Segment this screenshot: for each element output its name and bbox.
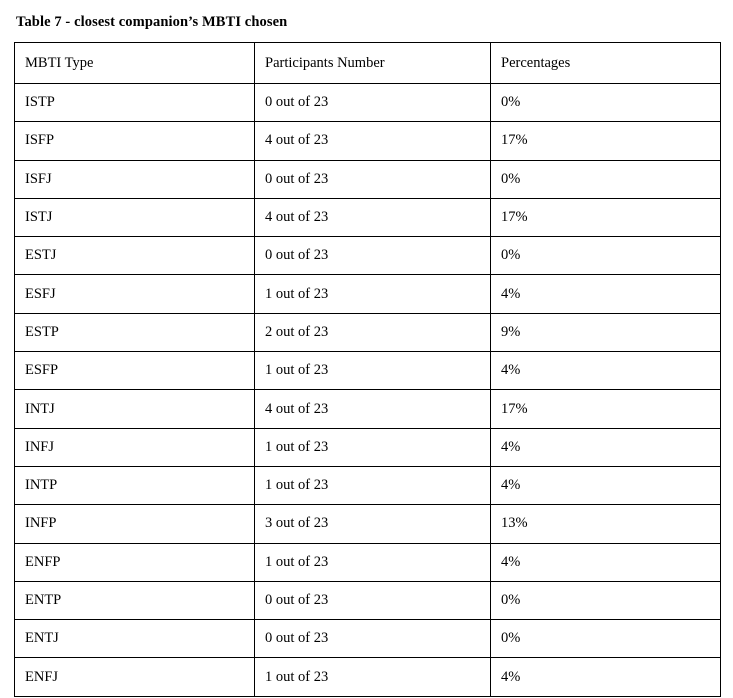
cell-participants-number: 4 out of 23 bbox=[255, 390, 491, 428]
cell-percentage: 4% bbox=[491, 543, 721, 581]
table-header-row bbox=[15, 43, 721, 84]
mbti-table bbox=[14, 42, 721, 697]
cell-mbti-type: ESTP bbox=[15, 313, 255, 351]
table-row bbox=[15, 275, 721, 313]
table-body bbox=[15, 84, 721, 697]
cell-mbti-type: INFP bbox=[15, 505, 255, 543]
cell-participants-number: 2 out of 23 bbox=[255, 313, 491, 351]
cell-mbti-type: INTJ bbox=[15, 390, 255, 428]
table-row bbox=[15, 428, 721, 466]
table-row bbox=[15, 505, 721, 543]
cell-percentage: 4% bbox=[491, 352, 721, 390]
column-header-participants-number: Participants Number bbox=[255, 43, 491, 84]
cell-percentage: 17% bbox=[491, 390, 721, 428]
cell-percentage: 4% bbox=[491, 428, 721, 466]
table-row bbox=[15, 352, 721, 390]
table-row bbox=[15, 122, 721, 160]
table-row bbox=[15, 620, 721, 658]
cell-percentage: 17% bbox=[491, 198, 721, 236]
cell-participants-number: 1 out of 23 bbox=[255, 658, 491, 696]
cell-participants-number: 0 out of 23 bbox=[255, 84, 491, 122]
cell-participants-number: 0 out of 23 bbox=[255, 237, 491, 275]
cell-mbti-type: INTP bbox=[15, 466, 255, 504]
cell-mbti-type: ISFJ bbox=[15, 160, 255, 198]
table-row bbox=[15, 84, 721, 122]
cell-mbti-type: ESFJ bbox=[15, 275, 255, 313]
table-row bbox=[15, 581, 721, 619]
cell-participants-number: 1 out of 23 bbox=[255, 543, 491, 581]
cell-mbti-type: ENTJ bbox=[15, 620, 255, 658]
cell-mbti-type: ISFP bbox=[15, 122, 255, 160]
table-caption: Table 7 - closest companion’s MBTI chosen bbox=[16, 14, 288, 30]
cell-mbti-type: ESTJ bbox=[15, 237, 255, 275]
cell-participants-number: 1 out of 23 bbox=[255, 466, 491, 504]
cell-participants-number: 4 out of 23 bbox=[255, 122, 491, 160]
cell-participants-number: 0 out of 23 bbox=[255, 581, 491, 619]
cell-mbti-type: INFJ bbox=[15, 428, 255, 466]
cell-mbti-type: ESFP bbox=[15, 352, 255, 390]
cell-mbti-type: ENTP bbox=[15, 581, 255, 619]
table-row bbox=[15, 237, 721, 275]
cell-mbti-type: ISTJ bbox=[15, 198, 255, 236]
cell-participants-number: 4 out of 23 bbox=[255, 198, 491, 236]
cell-participants-number: 0 out of 23 bbox=[255, 160, 491, 198]
table-row bbox=[15, 390, 721, 428]
cell-mbti-type: ENFP bbox=[15, 543, 255, 581]
table-row bbox=[15, 198, 721, 236]
cell-percentage: 4% bbox=[491, 275, 721, 313]
table-row bbox=[15, 466, 721, 504]
column-header-mbti-type: MBTI Type bbox=[15, 43, 255, 84]
cell-percentage: 9% bbox=[491, 313, 721, 351]
cell-participants-number: 0 out of 23 bbox=[255, 620, 491, 658]
cell-participants-number: 1 out of 23 bbox=[255, 275, 491, 313]
table-row bbox=[15, 543, 721, 581]
cell-percentage: 0% bbox=[491, 84, 721, 122]
cell-percentage: 0% bbox=[491, 237, 721, 275]
table-row bbox=[15, 658, 721, 696]
cell-mbti-type: ENFJ bbox=[15, 658, 255, 696]
table-header bbox=[15, 43, 721, 84]
cell-percentage: 17% bbox=[491, 122, 721, 160]
table-row bbox=[15, 313, 721, 351]
cell-mbti-type: ISTP bbox=[15, 84, 255, 122]
table-row bbox=[15, 160, 721, 198]
cell-participants-number: 1 out of 23 bbox=[255, 352, 491, 390]
cell-percentage: 0% bbox=[491, 160, 721, 198]
cell-percentage: 4% bbox=[491, 466, 721, 504]
cell-percentage: 0% bbox=[491, 620, 721, 658]
column-header-percentages: Percentages bbox=[491, 43, 721, 84]
cell-participants-number: 3 out of 23 bbox=[255, 505, 491, 543]
cell-percentage: 13% bbox=[491, 505, 721, 543]
cell-percentage: 4% bbox=[491, 658, 721, 696]
cell-participants-number: 1 out of 23 bbox=[255, 428, 491, 466]
cell-percentage: 0% bbox=[491, 581, 721, 619]
